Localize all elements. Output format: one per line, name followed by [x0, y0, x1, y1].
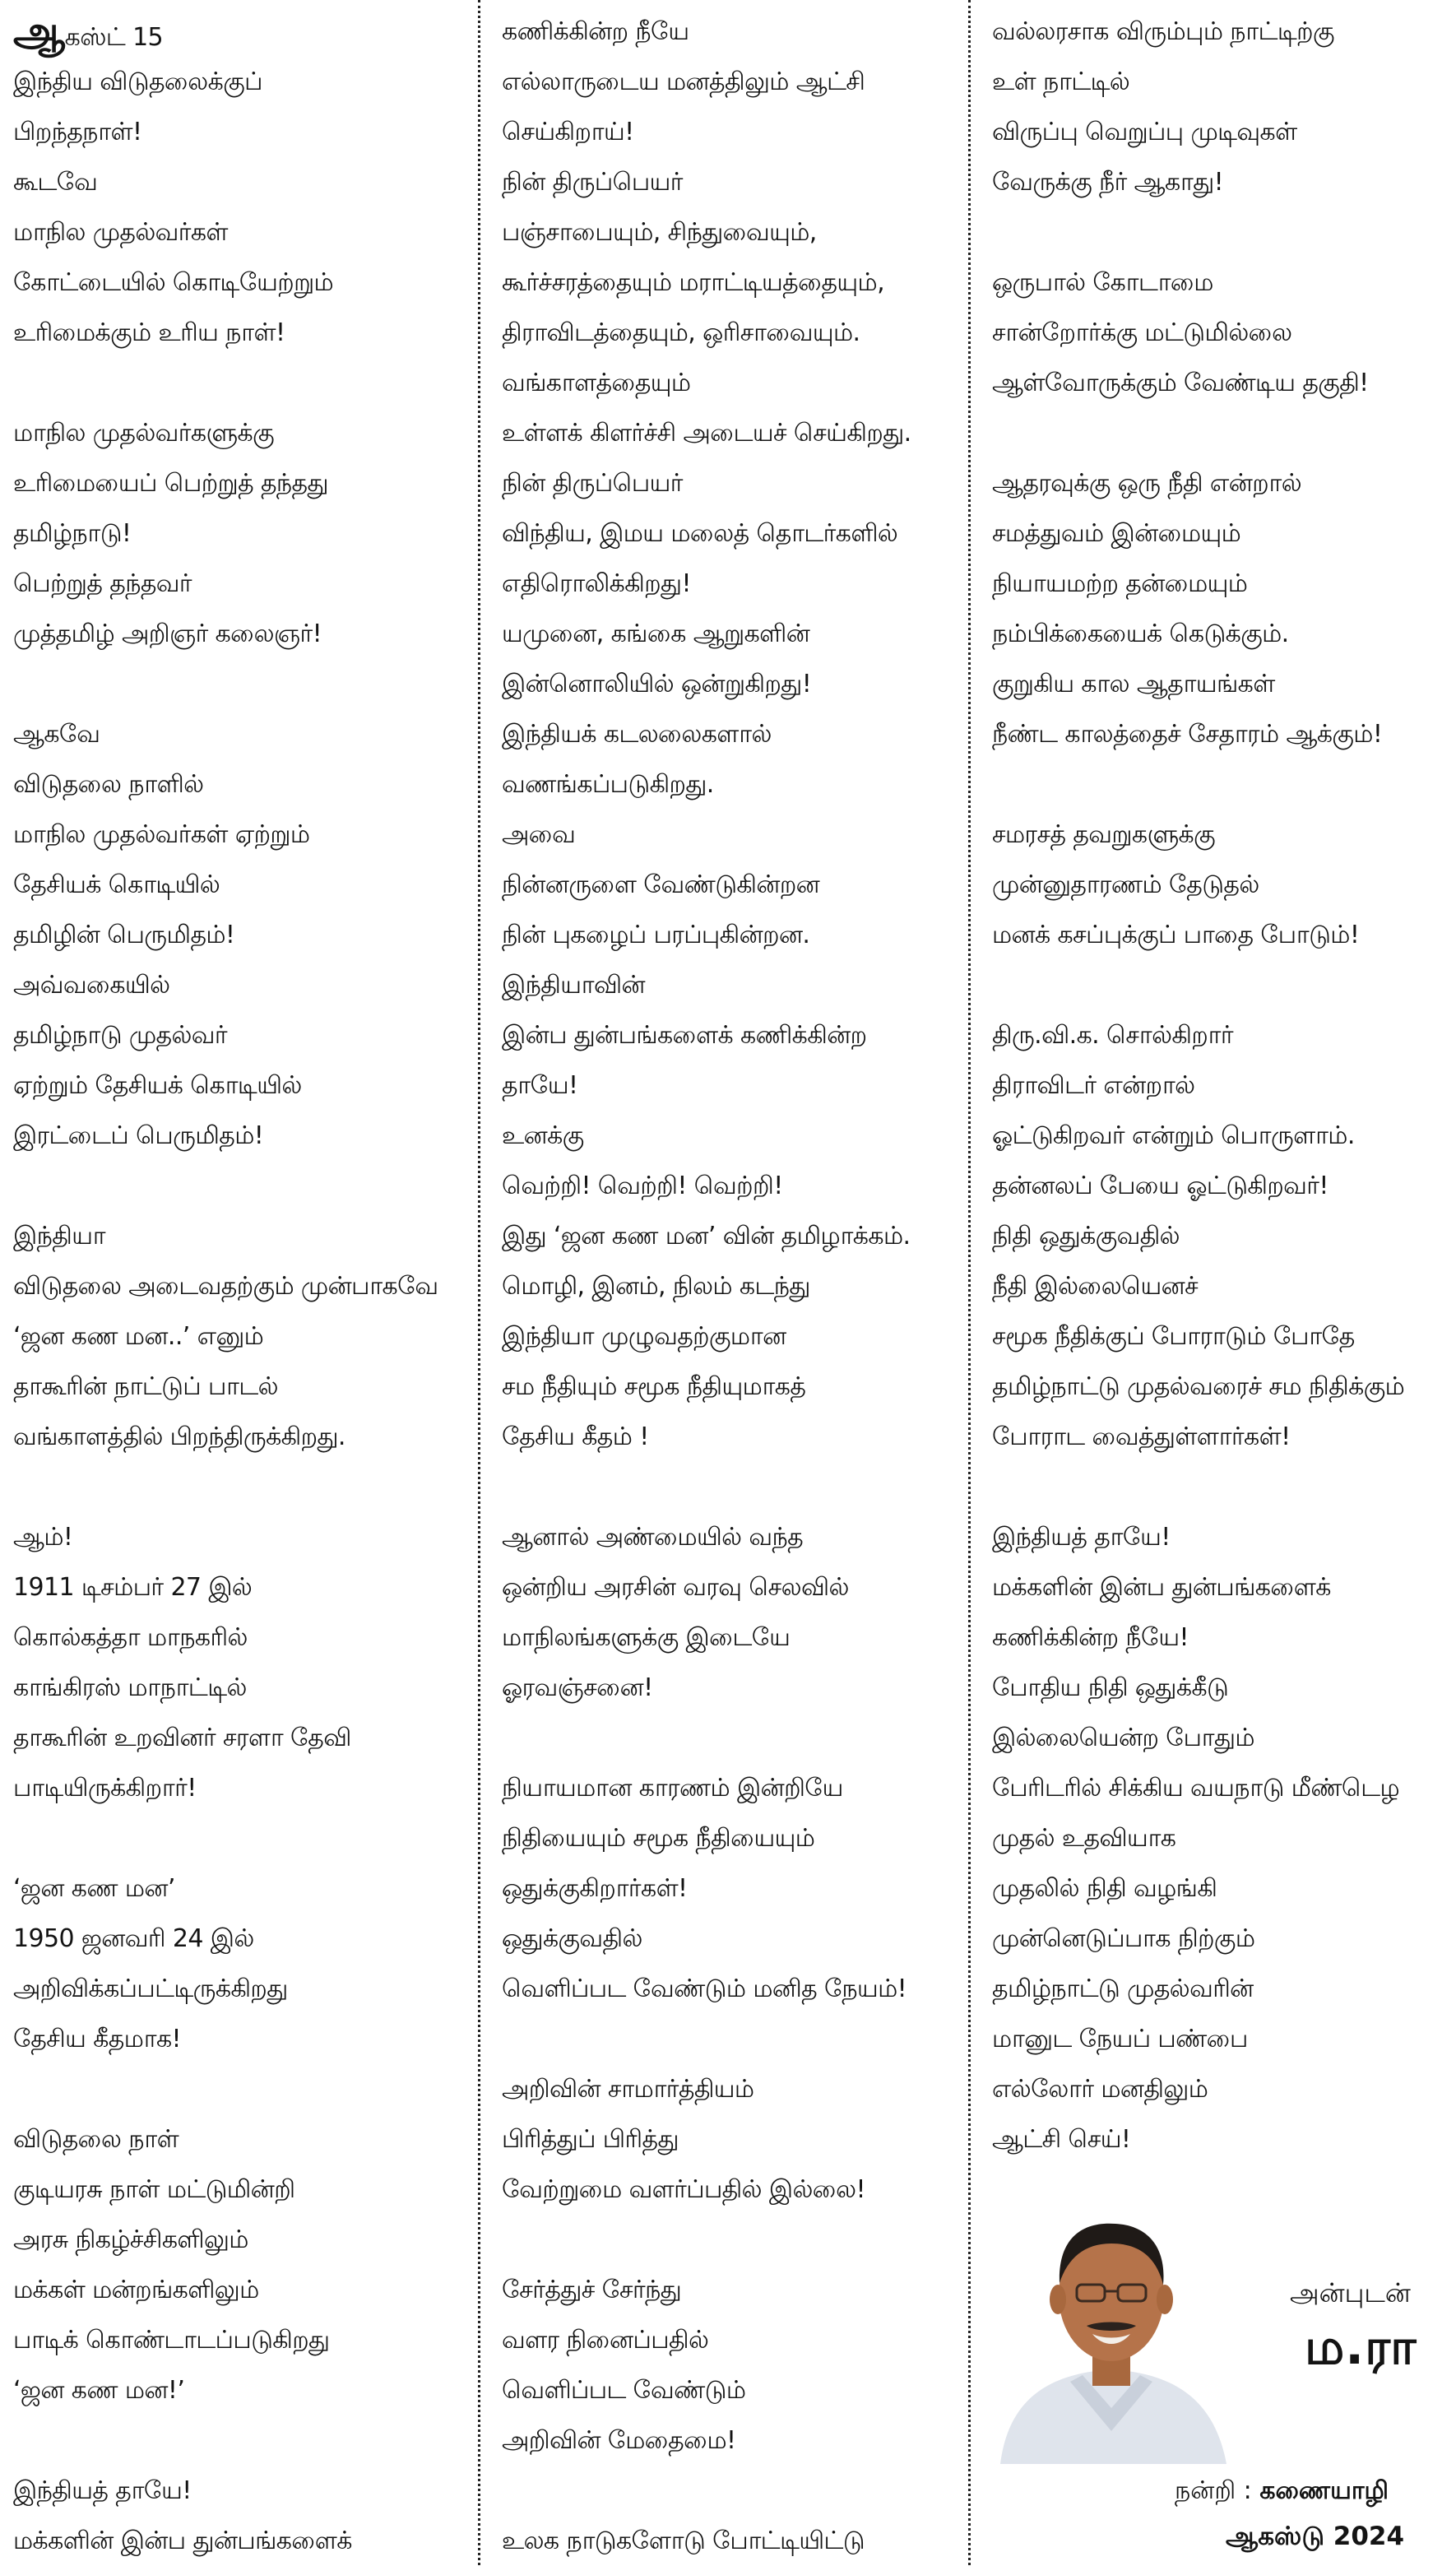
poem-line-text: வெளிப்பட வேண்டும் மனித நேயம்! — [502, 1974, 907, 2003]
poem-line-text: எல்லாருடைய மனத்திலும் ஆட்சி — [502, 67, 865, 96]
poem-line — [992, 1311, 1456, 1362]
poem-line-text: பேரிடரில் சிக்கிய வயநாடு மீண்டெழ — [992, 1774, 1400, 1803]
poem-line-text: சான்றோர்க்கு மட்டுமில்லை — [992, 318, 1292, 347]
poem-line-text: விந்திய, இமய மலைத் தொடர்களில் — [502, 519, 898, 548]
poem-line — [992, 1713, 1456, 1763]
poem-line-text: திரு.வி.க. சொல்கிறார் — [992, 1021, 1233, 1050]
poem-line — [502, 910, 969, 960]
poem-line — [502, 308, 969, 358]
poem-line-text: விடுதலை நாள் — [13, 2125, 179, 2154]
poem-line-text: வங்காளத்தில் பிறந்திருக்கிறது. — [13, 1422, 345, 1451]
stanza — [13, 1863, 479, 2064]
poem-line-text: உலக நாடுகளோடு போட்டியிட்டு — [502, 2527, 865, 2555]
poem-line-text: தேசிய கீதம் ! — [502, 1422, 649, 1451]
credit-label: நன்றி : — [1175, 2476, 1252, 2505]
poem-line-text: திராவிடர் என்றால் — [992, 1071, 1195, 1100]
poem-line — [13, 2265, 479, 2315]
poem-line — [992, 1161, 1456, 1211]
poem-line-text: 1950 ஜனவரி 24 இல் — [13, 1924, 254, 1953]
poem-line-text: முன்னுதாரணம் தேடுதல் — [992, 870, 1259, 899]
poem-line — [502, 1161, 969, 1211]
poem-line — [502, 1663, 969, 1713]
poem-line — [502, 1211, 969, 1261]
poem-line — [13, 107, 479, 157]
poem-line-text: சேர்த்துச் சேர்ந்து — [502, 2276, 682, 2304]
poem-line — [502, 1863, 969, 1914]
poem-line — [13, 508, 479, 559]
poem-line-text: குறுகிய கால ஆதாயங்கள் — [992, 670, 1275, 698]
poem-line — [13, 1010, 479, 1060]
poem-line-text: இன்னொலியில் ஒன்றுகிறது! — [502, 670, 812, 698]
author-signoff — [992, 2192, 1453, 2464]
poem-line — [502, 2165, 969, 2215]
poem-line — [13, 1111, 479, 1161]
poem-line-text: அறிவின் மேதைமை! — [502, 2426, 736, 2455]
poem-line-text: இந்தியத் தாயே! — [13, 2476, 192, 2505]
poem-line — [502, 1612, 969, 1663]
poem-line — [992, 1612, 1456, 1663]
poem-line-text: குடியரசு நாள் மட்டுமின்றி — [13, 2175, 295, 2204]
poem-column-2 — [480, 0, 969, 2565]
poem-line-text: தாகூரின் உறவினர் சரளா தேவி — [13, 1724, 351, 1752]
stanza — [13, 1211, 479, 1462]
poem-line — [13, 1663, 479, 1713]
credit-line — [1175, 2476, 1389, 2508]
stanza — [502, 2265, 969, 2466]
poem-line — [502, 2516, 969, 2566]
poem-line — [992, 358, 1456, 408]
poem-line — [992, 1914, 1456, 1964]
poem-line-text: நின் புகழைப் பரப்புகின்றன. — [502, 921, 810, 949]
poem-line-text: ஓரவஞ்சனை! — [502, 1673, 653, 1702]
poem-line — [13, 1211, 479, 1261]
poem-line — [13, 1311, 479, 1362]
poem-line — [992, 458, 1456, 508]
poem-line — [502, 960, 969, 1010]
poem-line — [992, 1863, 1456, 1914]
stanza — [502, 1763, 969, 2014]
poem-line — [13, 1362, 479, 1412]
poem-line-text: இது ‘ஜன கண மன’ வின் தமிழாக்கம். — [502, 1222, 911, 1251]
poem-line — [13, 57, 479, 107]
poem-line-text: தாயே! — [502, 1071, 578, 1100]
poem-line — [502, 1261, 969, 1311]
stanza — [502, 2516, 969, 2566]
poem-line-text: இல்லையென்ற போதும் — [992, 1724, 1254, 1752]
poem-line — [13, 1763, 479, 1813]
poem-line-text: நியாயமற்ற தன்மையும் — [992, 569, 1248, 598]
poem-line-text: செய்கிறாய்! — [502, 118, 634, 146]
poem-line-text: மக்களின் இன்ப துன்பங்களைக் — [992, 1573, 1331, 1602]
poem-line — [13, 860, 479, 910]
poem-line-text: தமிழ்நாட்டு முதல்வரைச் சம நிதிக்கும் — [992, 1372, 1405, 1401]
poem-line — [992, 559, 1456, 609]
poem-line — [992, 609, 1456, 659]
stanza — [13, 7, 479, 358]
stanza — [13, 709, 479, 1161]
author-signature: ம.ரா — [1305, 2318, 1417, 2376]
poem-line-text: உனக்கு — [502, 1121, 584, 1150]
poem-line — [13, 960, 479, 1010]
drop-cap: ஆ — [13, 7, 65, 55]
publication-date: ஆகஸ்டு 2024 — [1226, 2522, 1405, 2551]
poem-line-text: திராவிடத்தையும், ஒரிசாவையும். — [502, 318, 860, 347]
poem-line — [992, 2014, 1456, 2064]
poem-line — [502, 1562, 969, 1612]
poem-line-text: மாநில முதல்வர்களுக்கு — [13, 419, 274, 448]
poem-line — [13, 1964, 479, 2014]
poem-line — [502, 207, 969, 258]
poem-line-text: விருப்பு வெறுப்பு முடிவுகள் — [992, 118, 1297, 146]
poem-column-1 — [0, 0, 479, 2565]
poem-line-text: சம நீதியும் சமூக நீதியுமாகத் — [502, 1372, 806, 1401]
poem-line-text: முதலில் நிதி வழங்கி — [992, 1874, 1217, 1903]
poem-line-text: தமிழ்நாடு! — [13, 519, 132, 548]
poem-line-text: நிதியையும் சமூக நீதியையும் — [502, 1824, 815, 1853]
poem-line-text: கணிக்கின்ற நீயே! — [992, 1623, 1189, 1652]
poem-line-text: நின் திருப்பெயர் — [502, 168, 683, 197]
poem-line — [502, 709, 969, 759]
poem-line-text: இந்திய விடுதலைக்குப் — [13, 67, 262, 96]
poem-line-text: கூர்ச்சரத்தையும் மராட்டியத்தையும், — [502, 268, 885, 297]
stanza — [502, 7, 969, 1462]
poem-line-text: மொழி, இனம், நிலம் கடந்து — [502, 1272, 810, 1301]
poem-line — [992, 1010, 1456, 1060]
poem-line-text: மாநில முதல்வர்கள் ஏற்றும் — [13, 820, 310, 849]
poem-line-text: மக்களின் இன்ப துன்பங்களைக் — [13, 2527, 352, 2555]
poem-line — [13, 609, 479, 659]
stanza — [992, 258, 1456, 408]
poem-line — [13, 2315, 479, 2365]
poem-line-text: விடுதலை நாளில் — [13, 770, 204, 799]
poem-line — [13, 2215, 479, 2265]
poem-line-text: வெளிப்பட வேண்டும் — [502, 2376, 746, 2405]
poem-line — [502, 1964, 969, 2014]
poem-line — [992, 2064, 1456, 2114]
poem-line — [992, 659, 1456, 709]
poem-line-text: நியாயமான காரணம் இன்றியே — [502, 1774, 843, 1803]
poem-line — [992, 1964, 1456, 2014]
poem-line-text: பிறந்தநாள்! — [13, 118, 142, 146]
poem-line — [502, 1512, 969, 1562]
stanza — [13, 2114, 479, 2415]
poem-line-text: வங்காளத்தையும் — [502, 369, 691, 397]
poem-line-text: சமூக நீதிக்குப் போராடும் போதே — [992, 1322, 1355, 1351]
poem-line-text: எல்லோர் மனதிலும் — [992, 2075, 1208, 2104]
poem-line — [992, 508, 1456, 559]
poem-line-text: உள்ளக் கிளர்ச்சி அடையச் செய்கிறது. — [502, 419, 911, 448]
poem-line — [502, 157, 969, 207]
poem-line — [13, 2165, 479, 2215]
poem-line — [13, 458, 479, 508]
poem-line-text: ஆம்! — [13, 1523, 73, 1552]
poem-line-text: பாடியிருக்கிறார்! — [13, 1774, 197, 1803]
poem-line-text: நிதி ஒதுக்குவதில் — [992, 1222, 1180, 1251]
poem-line-text: நின் திருப்பெயர் — [502, 469, 683, 498]
poem-line-text: அரசு நிகழ்ச்சிகளிலும் — [13, 2225, 248, 2254]
poem-line — [502, 810, 969, 860]
poem-line — [992, 308, 1456, 358]
poem-line-text: ஆள்வோருக்கும் வேண்டிய தகுதி! — [992, 369, 1369, 397]
poem-line — [13, 709, 479, 759]
poem-line — [502, 358, 969, 408]
poem-line-text: தமிழ்நாட்டு முதல்வரின் — [992, 1974, 1254, 2003]
poem-line-text: கொல்கத்தா மாநகரில் — [13, 1623, 248, 1652]
poem-line — [992, 910, 1456, 960]
credit-source: கணையாழி — [1259, 2476, 1389, 2505]
poem-line — [502, 609, 969, 659]
poem-line — [502, 57, 969, 107]
signoff-greeting: அன்புடன் — [1290, 2277, 1411, 2308]
poem-line-text: கூடவே — [13, 168, 98, 197]
poem-line — [13, 207, 479, 258]
poem-line-text: ஒன்றிய அரசின் வரவு செலவில் — [502, 1573, 849, 1602]
poem-line — [13, 157, 479, 207]
stanza — [992, 810, 1456, 960]
poem-line — [992, 2114, 1456, 2165]
poem-line — [502, 1060, 969, 1111]
poem-line — [13, 1060, 479, 1111]
poem-line — [13, 910, 479, 960]
poem-line-text: மக்கள் மன்றங்களிலும் — [13, 2276, 259, 2304]
poem-line — [502, 2415, 969, 2466]
poem-line-text: பாடிக் கொண்டாடப்படுகிறது — [13, 2326, 330, 2355]
poem-line — [502, 408, 969, 458]
poem-line-text: நீண்ட காலத்தைச் சேதாரம் ஆக்கும்! — [992, 720, 1383, 749]
poem-line — [13, 1863, 479, 1914]
poem-line-text: வெற்றி! வெற்றி! வெற்றி! — [502, 1172, 783, 1200]
poem-line — [502, 1763, 969, 1813]
poem-line — [992, 57, 1456, 107]
poem-line — [992, 1813, 1456, 1863]
poem-line — [502, 1010, 969, 1060]
poem-line — [13, 2466, 479, 2516]
poem-line — [13, 2365, 479, 2415]
poem-line-text: ஆட்சி செய்! — [992, 2125, 1131, 2154]
poem-line-text: பிரித்துப் பிரித்து — [502, 2125, 679, 2154]
poem-line-text: முதல் உதவியாக — [992, 1824, 1176, 1853]
poem-line-text: இந்தியா — [13, 1222, 106, 1251]
poem-line-text: வல்லரசாக விரும்பும் நாட்டிற்கு — [992, 17, 1334, 46]
poem-line-text: தேசிய கீதமாக! — [13, 2025, 181, 2053]
poem-line — [992, 258, 1456, 308]
poem-line-text: உரிமையைப் பெற்றுத் தந்தது — [13, 469, 328, 498]
poem-line — [13, 2014, 479, 2064]
poem-line-text: இந்தியக் கடலலைகளால் — [502, 720, 772, 749]
poem-line-text: ஒதுக்குகிறார்கள்! — [502, 1874, 688, 1903]
poem-line — [13, 759, 479, 810]
stanza — [13, 408, 479, 659]
poem-line-text: ஆதரவுக்கு ஒரு நீதி என்றால் — [992, 469, 1302, 498]
poem-line — [13, 1914, 479, 1964]
stanza — [13, 2466, 479, 2566]
poem-line — [13, 258, 479, 308]
poem-line-text: வணங்கப்படுகிறது. — [502, 770, 714, 799]
poem-line-text: மனக் கசப்புக்குப் பாதை போடும்! — [992, 921, 1360, 949]
poem-line-text: ஆனால் அண்மையில் வந்த — [502, 1523, 804, 1552]
poem-line — [502, 2315, 969, 2365]
poem-line — [502, 1412, 969, 1462]
poem-line-text: கஸ்ட் 15 — [64, 23, 164, 52]
poem-line-text: அவை — [502, 820, 576, 849]
poem-line — [13, 1412, 479, 1462]
poem-line-text: விடுதலை அடைவதற்கும் முன்பாகவே — [13, 1272, 438, 1301]
poem-line — [13, 408, 479, 458]
poem-line — [502, 1311, 969, 1362]
poem-line-text: எதிரொலிக்கிறது! — [502, 569, 691, 598]
poem-line-text: மாநிலங்களுக்கு இடையே — [502, 1623, 791, 1652]
author-photo — [992, 2192, 1231, 2464]
poem-line — [13, 7, 479, 57]
poem-line — [502, 659, 969, 709]
poem-line — [992, 1060, 1456, 1111]
poem-line — [992, 1412, 1456, 1462]
poem-line — [13, 2516, 479, 2566]
poem-line-text: கோட்டையில் கொடியேற்றும் — [13, 268, 334, 297]
poem-line — [502, 2265, 969, 2315]
poem-line-text: இந்தியாவின் — [502, 971, 646, 1000]
poem-line — [502, 458, 969, 508]
poem-line-text: அவ்வகையில் — [13, 971, 170, 1000]
poem-line — [502, 1813, 969, 1863]
poem-line — [992, 1362, 1456, 1412]
poem-line-text: ஒருபால் கோடாமை — [992, 268, 1213, 297]
poem-line-text: அறிவிக்கப்பட்டிருக்கிறது — [13, 1974, 288, 2003]
poem-line — [992, 157, 1456, 207]
poem-line-text: கணிக்கின்ற நீயே — [502, 17, 689, 46]
poem-line — [13, 559, 479, 609]
poem-line-text: மாநில முதல்வர்கள் — [13, 218, 228, 247]
poem-line-text: பஞ்சாபையும், சிந்துவையும், — [502, 218, 817, 247]
stanza — [502, 1512, 969, 1713]
poem-line-text: பெற்றுத் தந்தவர் — [13, 569, 192, 598]
poem-line — [992, 1261, 1456, 1311]
poem-line — [13, 2114, 479, 2165]
poem-line — [992, 810, 1456, 860]
poem-line — [992, 1111, 1456, 1161]
poem-line — [13, 810, 479, 860]
poem-line — [992, 709, 1456, 759]
poem-line — [13, 1713, 479, 1763]
poem-line-text: உள் நாட்டில் — [992, 67, 1130, 96]
poem-line — [502, 2365, 969, 2415]
poem-line-text: போதிய நிதி ஒதுக்கீடு — [992, 1673, 1229, 1702]
poem-line-text: இன்ப துன்பங்களைக் கணிக்கின்ற — [502, 1021, 867, 1050]
stanza — [992, 458, 1456, 759]
poem-line-text: ஏற்றும் தேசியக் கொடியில் — [13, 1071, 302, 1100]
poem-line — [502, 1111, 969, 1161]
poem-line — [992, 1562, 1456, 1612]
poem-line — [502, 7, 969, 57]
stanza — [13, 1512, 479, 1813]
poem-line — [992, 1211, 1456, 1261]
poem-line-text: ‘ஜன கண மன..’ எனும் — [13, 1322, 264, 1351]
poem-line — [992, 1512, 1456, 1562]
poem-line — [992, 7, 1456, 57]
poem-line-text: முத்தமிழ் அறிஞர் கலைஞர்! — [13, 619, 322, 648]
poem-line-text: காங்கிரஸ் மாநாட்டில் — [13, 1673, 247, 1702]
poem-line-text: சமரசத் தவறுகளுக்கு — [992, 820, 1216, 849]
poem-line-text: ‘ஜன கண மன!’ — [13, 2376, 185, 2405]
poem-line-text: அறிவின் சாமார்த்தியம் — [502, 2075, 754, 2104]
poem-line — [502, 2064, 969, 2114]
poem-line-text: முன்னெடுப்பாக நிற்கும் — [992, 1924, 1255, 1953]
poem-line — [992, 1763, 1456, 1813]
poem-line-text: மானுட நேயப் பண்பை — [992, 2025, 1248, 2053]
poem-line — [13, 1512, 479, 1562]
poem-line-text: தமிழ்நாடு முதல்வர் — [13, 1021, 227, 1050]
poem-line-text: போராட வைத்துள்ளார்கள்! — [992, 1422, 1291, 1451]
poem-line-text: நின்னருளை வேண்டுகின்றன — [502, 870, 820, 899]
poem-line — [502, 1914, 969, 1964]
poem-line-text: 1911 டிசம்பர் 27 இல் — [13, 1573, 253, 1602]
poem-line — [502, 759, 969, 810]
poem-line — [502, 107, 969, 157]
poem-line — [502, 860, 969, 910]
poem-line — [502, 2114, 969, 2165]
poem-line-text: ஓட்டுகிறவர் என்றும் பொருளாம். — [992, 1121, 1355, 1150]
poem-line — [13, 1612, 479, 1663]
poem-line-text: இந்தியா முழுவதற்குமான — [502, 1322, 786, 1351]
poem-line — [502, 258, 969, 308]
poem-line-text: தன்னலப் பேயை ஓட்டுகிறவர்! — [992, 1172, 1328, 1200]
poem-line — [13, 1261, 479, 1311]
poem-line-text: வேற்றுமை வளர்ப்பதில் இல்லை! — [502, 2175, 865, 2204]
poem-line-text: ஒதுக்குவதில் — [502, 1924, 642, 1953]
stanza — [992, 1010, 1456, 1462]
poem-line-text: வேருக்கு நீர் ஆகாது! — [992, 168, 1224, 197]
poem-line-text: நம்பிக்கையைக் கெடுக்கும். — [992, 619, 1289, 648]
poem-line — [992, 107, 1456, 157]
poem-line-text: இந்தியத் தாயே! — [992, 1523, 1171, 1552]
poem-line — [13, 1562, 479, 1612]
poem-line — [992, 1663, 1456, 1713]
poem-line — [992, 860, 1456, 910]
poem-line-text: யமுனை, கங்கை ஆறுகளின் — [502, 619, 810, 648]
poem-line-text: தேசியக் கொடியில் — [13, 870, 220, 899]
stanza — [992, 1512, 1456, 2165]
poem-line — [13, 308, 479, 358]
poem-line-text: ஆகவே — [13, 720, 100, 749]
poem-line — [502, 508, 969, 559]
poem-line-text: உரிமைக்கும் உரிய நாள்! — [13, 318, 285, 347]
poem-line-text: தமிழின் பெருமிதம்! — [13, 921, 235, 949]
poem-column-3 — [971, 0, 1456, 2565]
poem-line-text: சமத்துவம் இன்மையும் — [992, 519, 1241, 548]
stanza — [502, 2064, 969, 2215]
poem-line-text: வளர நினைப்பதில் — [502, 2326, 709, 2355]
poem-line-text: ‘ஜன கண மன’ — [13, 1874, 175, 1903]
poem-line — [502, 1362, 969, 1412]
poem-line-text: இரட்டைப் பெருமிதம்! — [13, 1121, 264, 1150]
poem-line-text: தாகூரின் நாட்டுப் பாடல் — [13, 1372, 278, 1401]
poem-line — [502, 559, 969, 609]
poem-line-text: நீதி இல்லையெனச் — [992, 1272, 1199, 1301]
stanza — [992, 7, 1456, 207]
